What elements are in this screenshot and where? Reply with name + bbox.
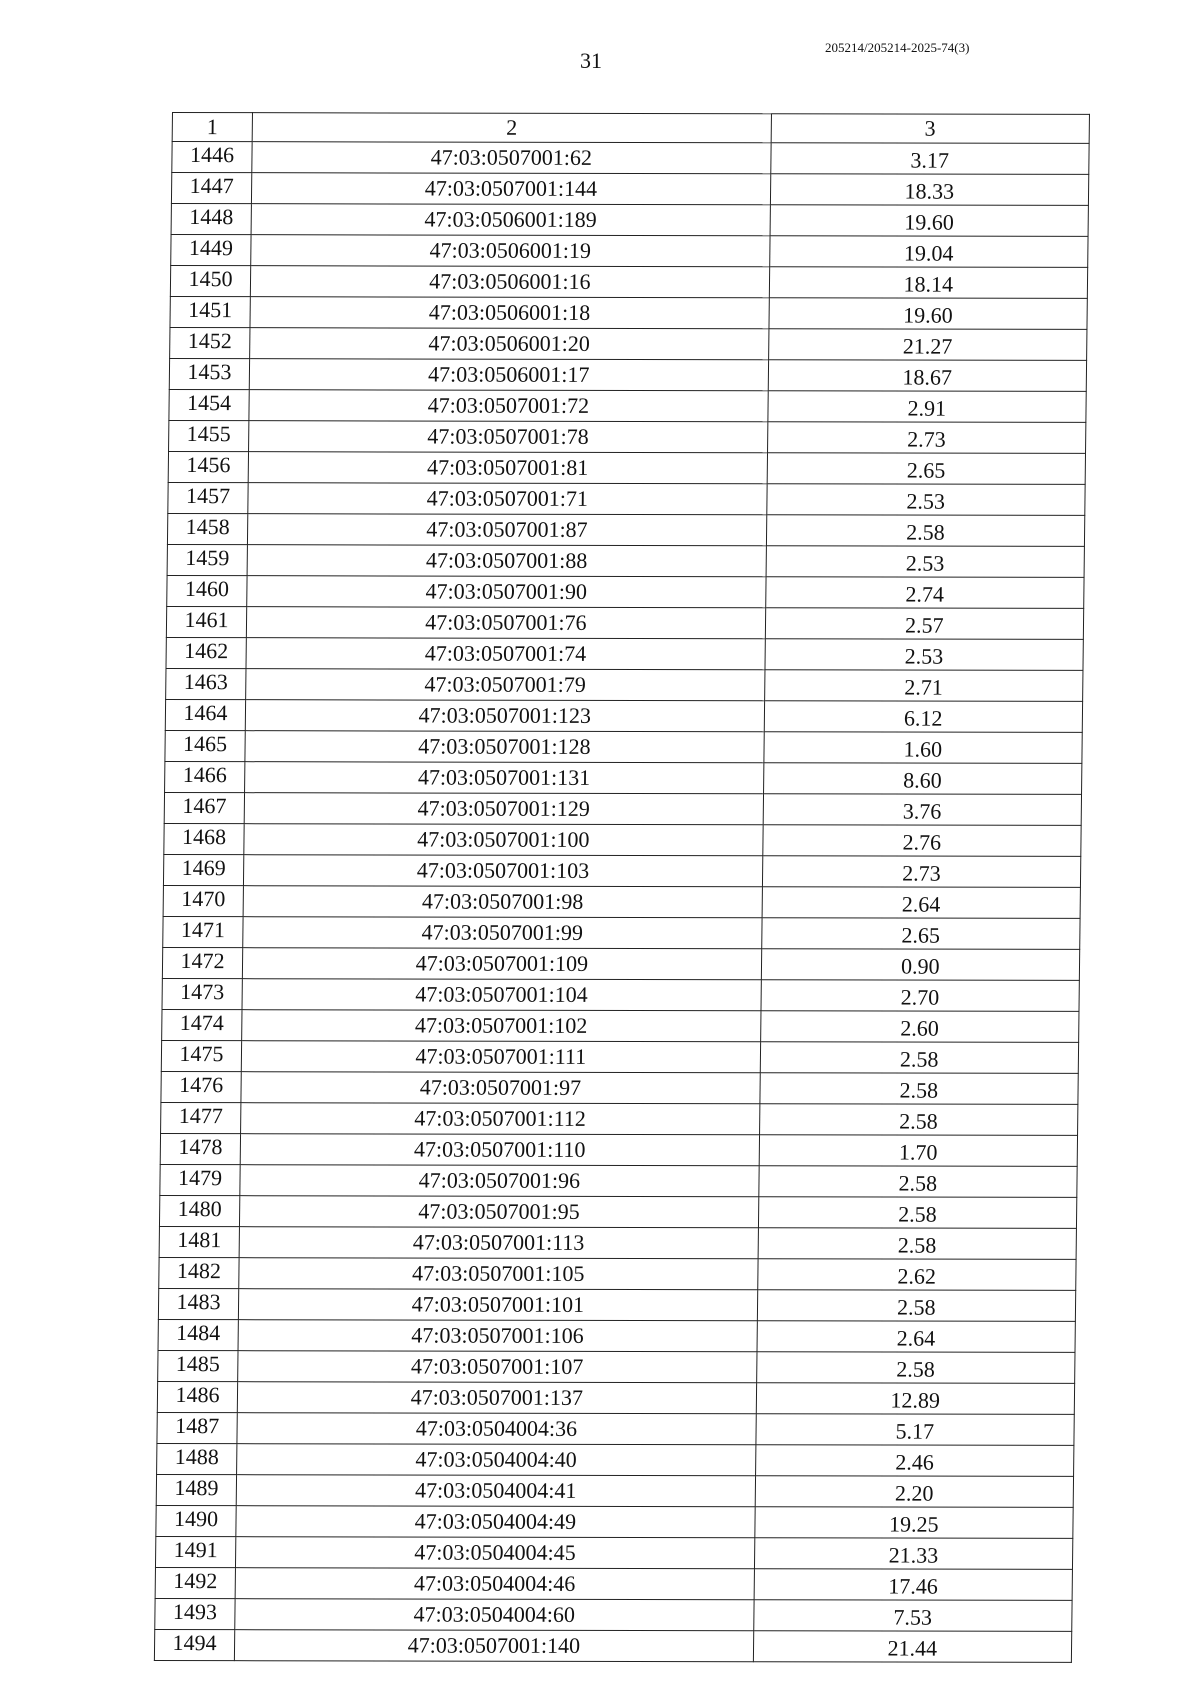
value-cell: 19.04 (769, 236, 1088, 268)
value-cell: 2.58 (760, 1042, 1079, 1074)
row-number-cell: 1462 (166, 637, 246, 668)
value-cell: 2.58 (759, 1104, 1078, 1136)
row-number-cell: 1479 (160, 1164, 240, 1195)
cadastral-number-cell: 47:03:0507001:144 (252, 173, 771, 205)
table-row (167, 576, 1084, 609)
table-row (155, 1567, 1072, 1600)
row-number-cell: 1466 (165, 761, 245, 792)
cadastral-number-cell: 47:03:0507001:137 (237, 1382, 756, 1414)
cadastral-number-cell: 47:03:0506001:18 (250, 297, 769, 329)
row-number-cell: 1486 (157, 1381, 237, 1412)
cadastral-number-cell: 47:03:0507001:81 (248, 452, 767, 484)
table-row (163, 854, 1080, 887)
table-row (172, 142, 1089, 175)
table-row (159, 1257, 1076, 1290)
row-number-cell: 1476 (161, 1071, 241, 1102)
cadastral-number-cell: 47:03:0506001:17 (249, 359, 768, 391)
table-row (158, 1319, 1075, 1352)
cadastral-number-cell: 47:03:0507001:96 (240, 1165, 759, 1197)
table-row (162, 1009, 1079, 1042)
table-row (168, 483, 1085, 516)
cadastral-number-cell: 47:03:0507001:106 (238, 1320, 757, 1352)
row-number-cell: 1492 (155, 1567, 235, 1598)
cadastral-number-cell: 47:03:0507001:95 (240, 1196, 759, 1228)
value-cell: 18.14 (769, 267, 1088, 299)
cadastral-number-cell: 47:03:0507001:76 (246, 607, 765, 639)
table-row (159, 1226, 1076, 1259)
value-cell: 2.74 (765, 577, 1084, 609)
cadastral-number-cell: 47:03:0507001:71 (248, 483, 767, 515)
row-number-cell: 1458 (167, 514, 247, 545)
header-row (172, 113, 1089, 144)
row-number-cell: 1455 (169, 421, 249, 452)
cadastral-number-cell: 47:03:0507001:128 (245, 731, 764, 763)
value-cell: 2.57 (765, 608, 1084, 640)
cadastral-number-cell: 47:03:0504004:41 (236, 1475, 755, 1507)
cadastral-number-cell: 47:03:0507001:88 (247, 545, 766, 577)
value-cell: 2.58 (760, 1073, 1079, 1105)
row-number-cell: 1482 (159, 1257, 239, 1288)
cadastral-number-cell: 47:03:0507001:140 (234, 1630, 753, 1662)
cadastral-number-cell: 47:03:0507001:78 (249, 421, 768, 453)
row-number-cell: 1487 (157, 1412, 237, 1443)
value-cell: 18.67 (768, 360, 1087, 392)
row-number-cell: 1473 (162, 978, 242, 1009)
cadastral-number-cell: 47:03:0504004:36 (237, 1413, 756, 1445)
value-cell: 2.60 (760, 1011, 1079, 1043)
table-row (163, 885, 1080, 918)
table-row (169, 359, 1086, 392)
table-header (172, 113, 1089, 144)
cadastral-number-cell: 47:03:0507001:74 (246, 638, 765, 670)
value-cell: 21.44 (753, 1631, 1072, 1663)
row-number-cell: 1446 (172, 142, 252, 173)
value-cell: 21.27 (768, 329, 1087, 361)
table-row (164, 823, 1081, 856)
row-number-cell: 1489 (156, 1474, 236, 1505)
value-cell: 0.90 (761, 949, 1080, 981)
table-row (167, 514, 1084, 547)
table-row (160, 1133, 1077, 1166)
cadastral-number-cell: 47:03:0506001:16 (250, 266, 769, 298)
table-row (163, 916, 1080, 949)
table-row (155, 1598, 1072, 1631)
cadastral-table (154, 112, 1090, 1663)
cadastral-number-cell: 47:03:0507001:113 (239, 1227, 758, 1259)
column-header-1: 1 (172, 113, 252, 142)
row-number-cell: 1471 (163, 916, 243, 947)
value-cell: 2.62 (757, 1259, 1076, 1291)
cadastral-number-cell: 47:03:0507001:105 (239, 1258, 758, 1290)
cadastral-number-cell: 47:03:0504004:60 (235, 1599, 754, 1631)
cadastral-number-cell: 47:03:0507001:111 (241, 1041, 760, 1073)
cadastral-number-cell: 47:03:0507001:101 (238, 1289, 757, 1321)
cadastral-number-cell: 47:03:0504004:46 (235, 1568, 754, 1600)
row-number-cell: 1453 (169, 359, 249, 390)
cadastral-number-cell: 47:03:0507001:103 (244, 855, 763, 887)
table-row (169, 390, 1086, 423)
table-row (171, 204, 1088, 237)
cadastral-number-cell: 47:03:0506001:19 (251, 235, 770, 267)
table-row (157, 1443, 1074, 1476)
row-number-cell: 1485 (158, 1350, 238, 1381)
cadastral-number-cell: 47:03:0504004:45 (236, 1537, 755, 1569)
table-row (166, 637, 1083, 670)
value-cell: 18.33 (770, 174, 1089, 206)
value-cell: 2.58 (758, 1197, 1077, 1229)
cadastral-number-cell: 47:03:0504004:40 (237, 1444, 756, 1476)
value-cell: 19.60 (769, 298, 1088, 330)
table-row (169, 421, 1086, 454)
value-cell: 2.53 (766, 484, 1085, 516)
row-number-cell: 1491 (155, 1536, 235, 1567)
row-number-cell: 1493 (155, 1598, 235, 1629)
row-number-cell: 1463 (166, 668, 246, 699)
value-cell: 1.70 (759, 1135, 1078, 1167)
row-number-cell: 1478 (160, 1133, 240, 1164)
row-number-cell: 1465 (165, 730, 245, 761)
table-row (159, 1195, 1076, 1228)
table-row (158, 1350, 1075, 1383)
table-row (162, 978, 1079, 1011)
table-row (162, 947, 1079, 980)
value-cell: 2.58 (756, 1352, 1075, 1384)
value-cell: 2.76 (762, 825, 1081, 857)
cadastral-number-cell: 47:03:0507001:131 (245, 762, 764, 794)
value-cell: 12.89 (756, 1383, 1075, 1415)
cadastral-number-cell: 47:03:0507001:102 (242, 1010, 761, 1042)
value-cell: 17.46 (754, 1569, 1073, 1601)
row-number-cell: 1472 (162, 947, 242, 978)
value-cell: 2.91 (768, 391, 1087, 423)
row-number-cell: 1452 (170, 328, 250, 359)
table-row (170, 328, 1087, 361)
table-row (161, 1040, 1078, 1073)
row-number-cell: 1461 (166, 606, 246, 637)
table-row (165, 730, 1082, 763)
table-row (167, 545, 1084, 578)
cadastral-number-cell: 47:03:0507001:62 (252, 142, 771, 174)
cadastral-number-cell: 47:03:0507001:100 (244, 824, 763, 856)
row-number-cell: 1460 (167, 576, 247, 607)
table-row (164, 792, 1081, 825)
cadastral-number-cell: 47:03:0507001:104 (242, 979, 761, 1011)
row-number-cell: 1474 (162, 1009, 242, 1040)
row-number-cell: 1494 (154, 1629, 234, 1660)
table-row (157, 1412, 1074, 1445)
row-number-cell: 1467 (164, 792, 244, 823)
table-row (161, 1071, 1078, 1104)
row-number-cell: 1480 (159, 1195, 239, 1226)
row-number-cell: 1477 (161, 1102, 241, 1133)
row-number-cell: 1456 (168, 452, 248, 483)
value-cell: 2.73 (767, 422, 1086, 454)
row-number-cell: 1488 (157, 1443, 237, 1474)
table-row (170, 297, 1087, 330)
cadastral-number-cell: 47:03:0507001:129 (244, 793, 763, 825)
row-number-cell: 1447 (171, 173, 251, 204)
value-cell: 2.58 (757, 1290, 1076, 1322)
cadastral-number-cell: 47:03:0507001:97 (241, 1072, 760, 1104)
cadastral-number-cell: 47:03:0507001:107 (238, 1351, 757, 1383)
value-cell: 7.53 (753, 1600, 1072, 1632)
table-row (168, 452, 1085, 485)
value-cell: 8.60 (763, 763, 1082, 795)
table-row (166, 606, 1083, 639)
value-cell: 2.20 (755, 1476, 1074, 1508)
table-row (165, 699, 1082, 732)
cadastral-number-cell: 47:03:0507001:72 (249, 390, 768, 422)
table-row (161, 1102, 1078, 1135)
cadastral-number-cell: 47:03:0507001:99 (243, 917, 762, 949)
cadastral-number-cell: 47:03:0507001:110 (240, 1134, 759, 1166)
value-cell: 21.33 (754, 1538, 1073, 1570)
cadastral-number-cell: 47:03:0507001:123 (245, 700, 764, 732)
value-cell: 2.64 (762, 887, 1081, 919)
row-number-cell: 1483 (158, 1288, 238, 1319)
row-number-cell: 1451 (170, 297, 250, 328)
row-number-cell: 1468 (164, 823, 244, 854)
value-cell: 2.73 (762, 856, 1081, 888)
value-cell: 2.71 (764, 670, 1083, 702)
row-number-cell: 1459 (167, 545, 247, 576)
value-cell: 1.60 (764, 732, 1083, 764)
value-cell: 2.58 (758, 1166, 1077, 1198)
row-number-cell: 1454 (169, 390, 249, 421)
table-row (160, 1164, 1077, 1197)
row-number-cell: 1484 (158, 1319, 238, 1350)
table-body (154, 142, 1089, 1663)
value-cell: 19.60 (770, 205, 1089, 237)
table-row (156, 1505, 1073, 1538)
row-number-cell: 1475 (161, 1040, 241, 1071)
table-row (165, 761, 1082, 794)
cadastral-number-cell: 47:03:0507001:90 (247, 576, 766, 608)
table-row (158, 1288, 1075, 1321)
row-number-cell: 1481 (159, 1226, 239, 1257)
row-number-cell: 1449 (171, 235, 251, 266)
value-cell: 5.17 (756, 1414, 1075, 1446)
cadastral-number-cell: 47:03:0507001:98 (243, 886, 762, 918)
value-cell: 2.53 (765, 639, 1084, 671)
table-row (171, 173, 1088, 206)
value-cell: 2.65 (767, 453, 1086, 485)
value-cell: 2.70 (761, 980, 1080, 1012)
row-number-cell: 1457 (168, 483, 248, 514)
value-cell: 2.46 (755, 1445, 1074, 1477)
table-row (171, 235, 1088, 268)
row-number-cell: 1448 (171, 204, 251, 235)
value-cell: 2.64 (757, 1321, 1076, 1353)
table-row (170, 266, 1087, 299)
cadastral-number-cell: 47:03:0507001:87 (248, 514, 767, 546)
row-number-cell: 1470 (163, 885, 243, 916)
cadastral-number-cell: 47:03:0504004:49 (236, 1506, 755, 1538)
value-cell: 6.12 (764, 701, 1083, 733)
cadastral-number-cell: 47:03:0507001:79 (246, 669, 765, 701)
table-row (157, 1381, 1074, 1414)
table-row (154, 1629, 1071, 1662)
row-number-cell: 1490 (156, 1505, 236, 1536)
row-number-cell: 1469 (163, 854, 243, 885)
value-cell: 19.25 (754, 1507, 1073, 1539)
column-header-2: 2 (252, 113, 771, 143)
value-cell: 2.65 (761, 918, 1080, 950)
value-cell: 2.58 (766, 515, 1085, 547)
value-cell: 2.53 (766, 546, 1085, 578)
table-row (156, 1474, 1073, 1507)
column-header-3: 3 (771, 114, 1090, 144)
page-number: 31 (580, 48, 602, 73)
cadastral-number-cell: 47:03:0506001:189 (251, 204, 770, 236)
table-row (155, 1536, 1072, 1569)
value-cell: 3.76 (763, 794, 1082, 826)
value-cell: 2.58 (758, 1228, 1077, 1260)
cadastral-number-cell: 47:03:0507001:109 (242, 948, 761, 980)
cadastral-number-cell: 47:03:0506001:20 (250, 328, 769, 360)
cadastral-number-cell: 47:03:0507001:112 (241, 1103, 760, 1135)
row-number-cell: 1464 (165, 699, 245, 730)
row-number-cell: 1450 (170, 266, 250, 297)
document-reference: 205214/205214-2025-74(3) (825, 40, 970, 55)
table-row (166, 668, 1083, 701)
value-cell: 3.17 (770, 143, 1089, 175)
